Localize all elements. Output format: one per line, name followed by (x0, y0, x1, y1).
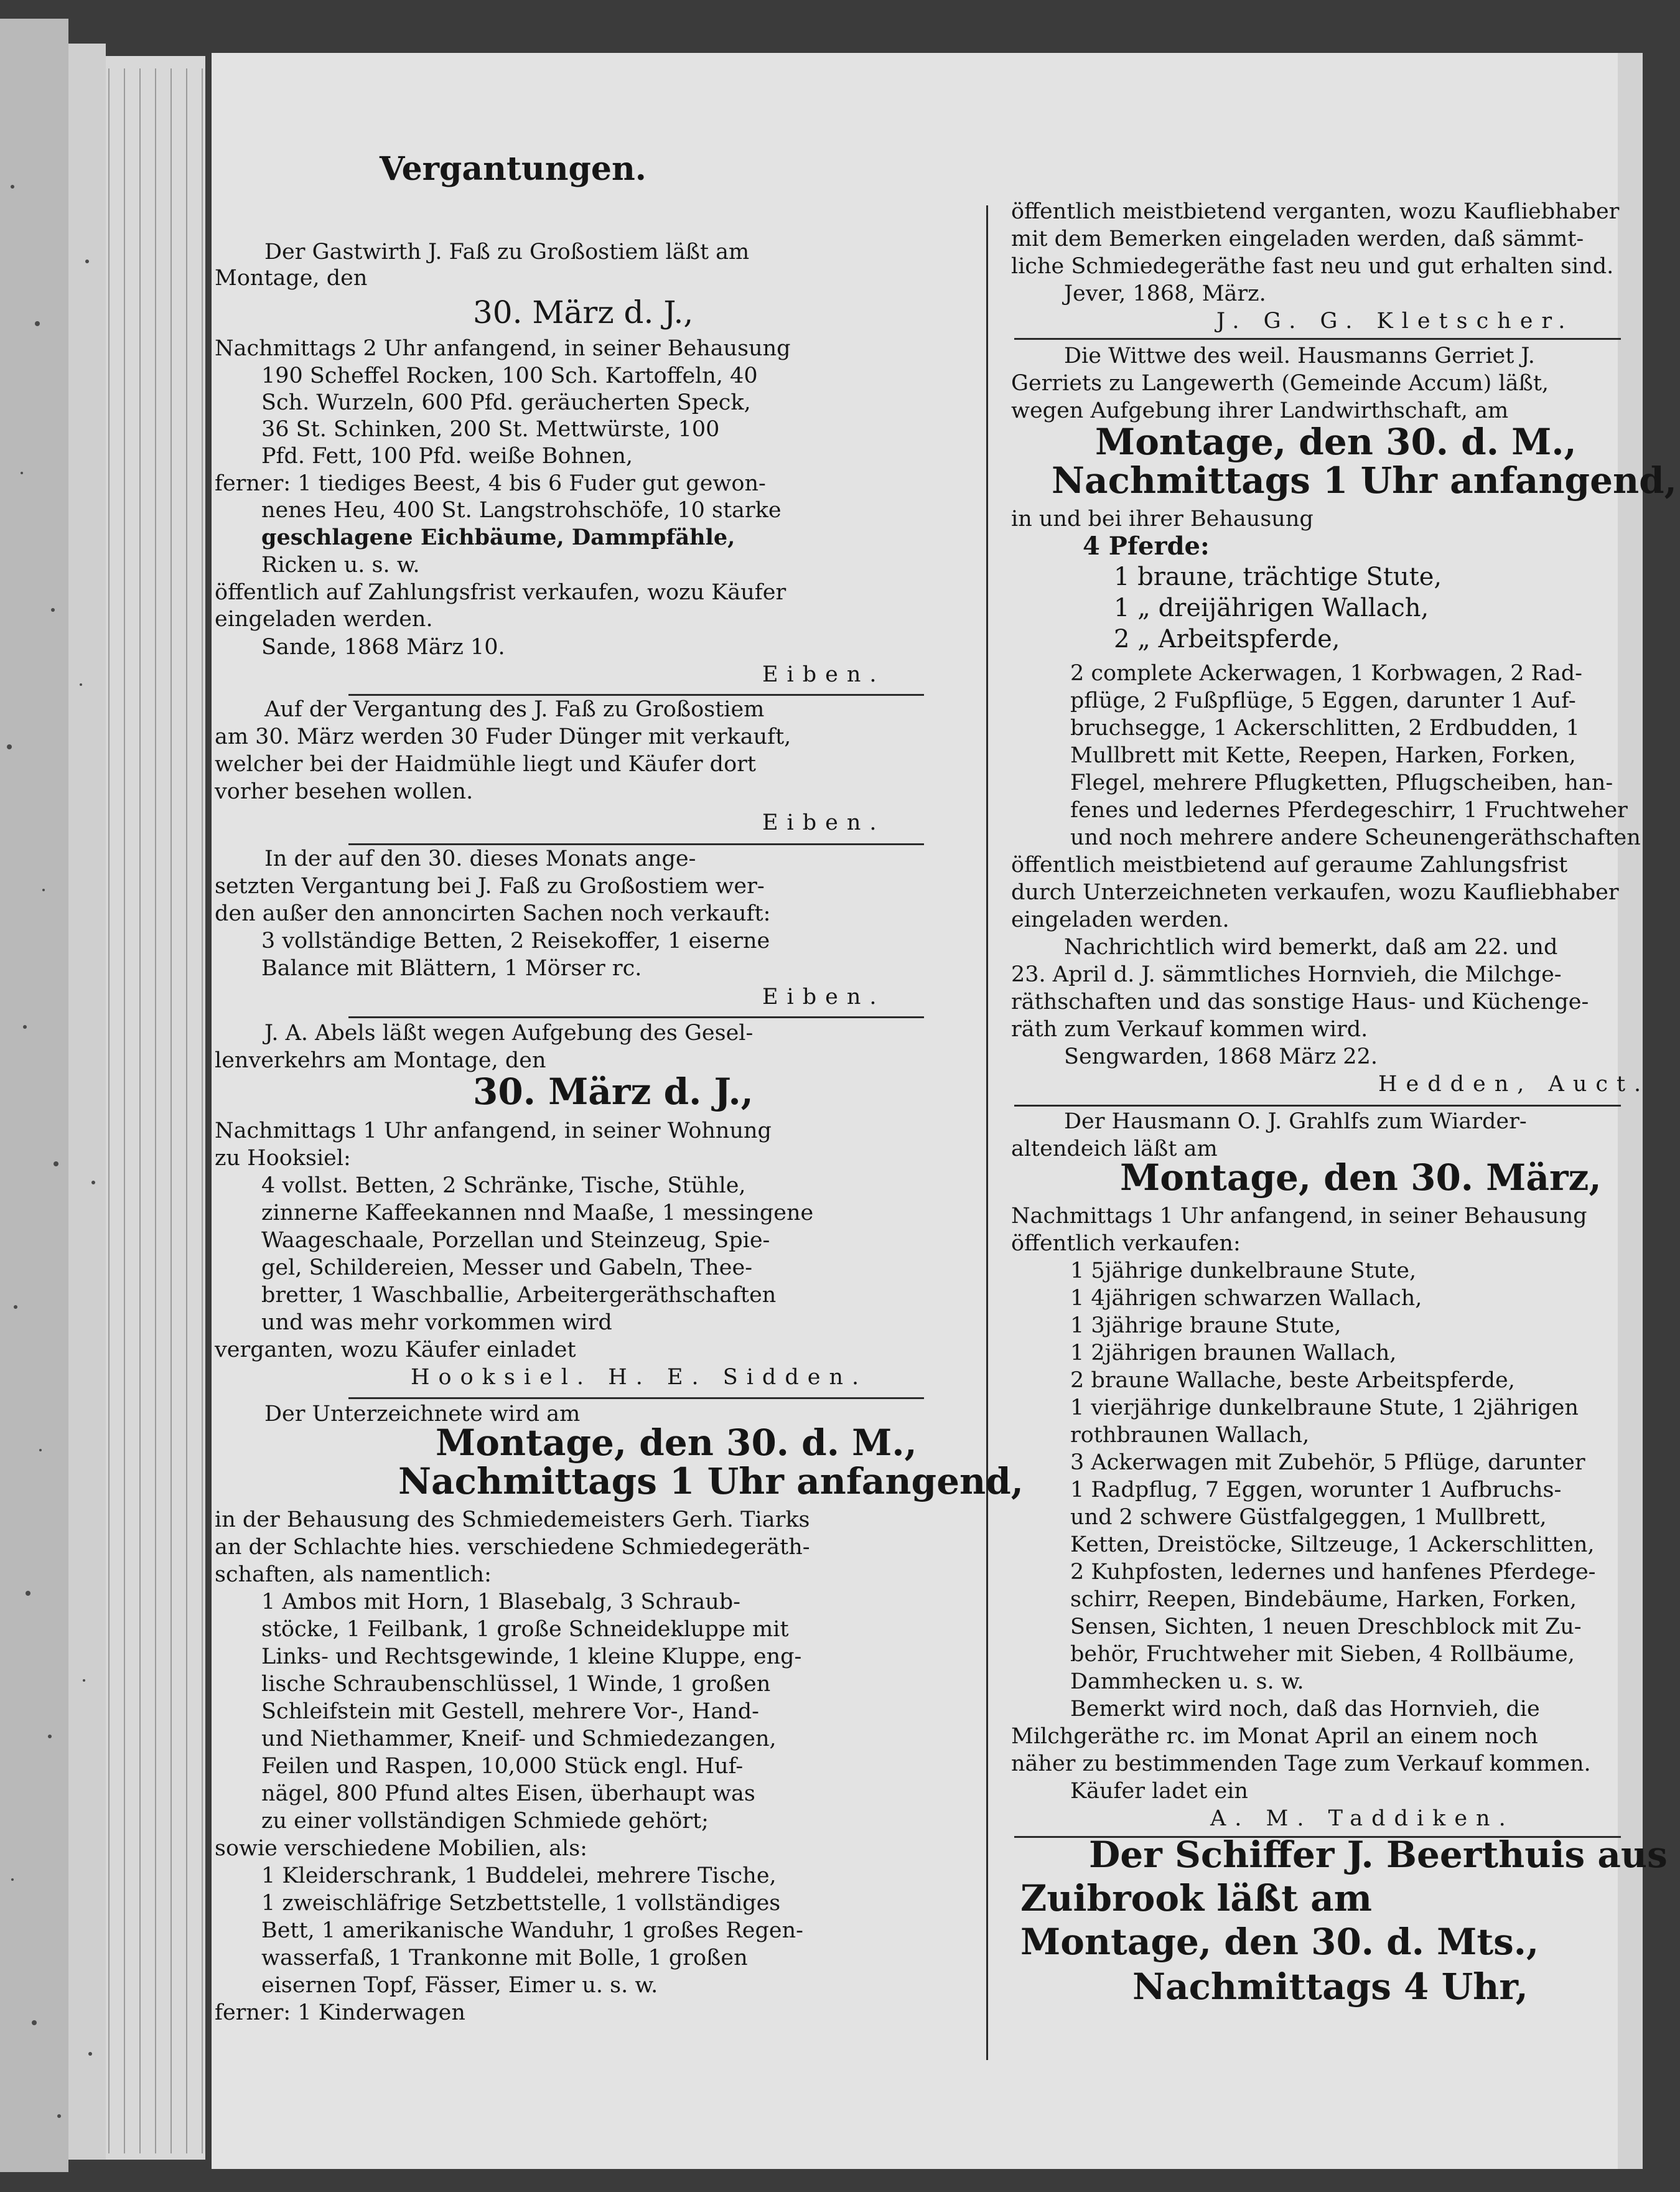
ad-text-line: 1 4jährigen schwarzen Wallach, (1070, 1286, 1422, 1311)
ad-text-line: welcher bei der Haidmühle liegt und Käufer dort (215, 752, 756, 777)
ad-text-line: nenes Heu, 400 St. Langstrohschöfe, 10 starke (261, 498, 782, 523)
ad-text-line: Eiben. (762, 810, 885, 835)
ad-text-line: 30. März d. J., (473, 294, 694, 330)
ad-text-line: vorher besehen wollen. (215, 779, 474, 804)
ad-text-line: Milchgeräthe rc. im Monat April an einem noch (1011, 1724, 1538, 1749)
ad-text-line: Links- und Rechtsgewinde, 1 kleine Kluppe, eng- (261, 1644, 802, 1669)
ad-text-line: Ricken u. s. w. (261, 553, 420, 578)
ad-text-line: setzten Vergantung bei J. Faß zu Großostiem wer- (215, 874, 765, 899)
ad-text-line: Mullbrett mit Kette, Reepen, Harken, Forken, (1070, 743, 1576, 768)
ad-separator-rule (1014, 338, 1621, 340)
ad-text-line: 23. April d. J. sämmtliches Hornvieh, die Milchge- (1011, 962, 1562, 987)
ad-text-line: Dammhecken u. s. w. (1070, 1669, 1304, 1694)
ad-text-line: Gerriets zu Langewerth (Gemeinde Accum) läßt, (1011, 371, 1549, 396)
ad-text-line: durch Unterzeichneten verkaufen, wozu Kaufliebhaber (1011, 880, 1619, 905)
ad-text-line: schaften, als namentlich: (215, 1562, 492, 1587)
ad-text-line: Sande, 1868 März 10. (261, 635, 505, 660)
ad-text-line: Balance mit Blättern, 1 Mörser rc. (261, 956, 642, 981)
ad-text-line: Die Wittwe des weil. Hausmanns Gerriet J. (1064, 344, 1535, 368)
ad-text-line: zu Hooksiel: (215, 1146, 351, 1171)
ad-text-line: bruchsegge, 1 Ackerschlitten, 2 Erdbudden, 1 (1070, 716, 1580, 741)
ad-text-line: Vergantungen. (380, 150, 646, 188)
ad-text-line: zu einer vollständigen Schmiede gehört; (261, 1809, 709, 1834)
ad-text-line: 3 Ackerwagen mit Zubehör, 5 Pflüge, darunter (1070, 1450, 1585, 1475)
ad-text-line: J. G. G. Kletscher. (1216, 309, 1574, 334)
ad-text-line: und Niethammer, Kneif- und Schmiedezangen, (261, 1726, 777, 1751)
ad-text-line: näher zu bestimmenden Tage zum Verkauf kommen. (1011, 1751, 1591, 1776)
ad-text-line: Schleifstein mit Gestell, mehrere Vor-, Hand- (261, 1699, 759, 1724)
ad-text-line: rothbraunen Wallach, (1070, 1423, 1310, 1448)
ad-text-line: Der Gastwirth J. Faß zu Großostiem läßt am (264, 240, 750, 265)
ad-text-line: Nachmittags 2 Uhr anfangend, in seiner Behausung (215, 336, 791, 361)
ad-text-line: lische Schraubenschlüssel, 1 Winde, 1 großen (261, 1672, 771, 1697)
ad-text-line: Der Hausmann O. J. Grahlfs zum Wiarder- (1064, 1109, 1527, 1134)
ad-text-line: und was mehr vorkommen wird (261, 1310, 612, 1335)
ad-text-line: zinnerne Kaffeekannen nnd Maaße, 1 messingene (261, 1201, 814, 1225)
ad-text-line: fenes und ledernes Pferdegeschirr, 1 Fruchtweher (1070, 798, 1628, 823)
ad-text-line: Waageschaale, Porzellan und Steinzeug, Spie- (261, 1228, 770, 1253)
ad-text-line: in der Behausung des Schmiedemeisters Gerh. Tiarks (215, 1507, 810, 1532)
ad-text-line: Ketten, Dreistöcke, Siltzeuge, 1 Ackerschlitten, (1070, 1532, 1595, 1557)
ad-text-line: Sengwarden, 1868 März 22. (1064, 1044, 1378, 1069)
ad-separator-rule (348, 1397, 924, 1399)
ad-text-line: verganten, wozu Käufer einladet (215, 1337, 576, 1362)
ad-text-line: und 2 schwere Güstfalgeggen, 1 Mullbrett, (1070, 1505, 1547, 1530)
ad-text-line: lenverkehrs am Montage, den (215, 1048, 546, 1073)
ad-text-line: Eiben. (762, 985, 885, 1009)
ad-text-line: gel, Schildereien, Messer und Gabeln, Thee- (261, 1255, 753, 1280)
ad-text-line: liche Schmiedegeräthe fast neu und gut erhalten sind. (1011, 254, 1614, 279)
ad-text-line: Montage, den 30. März, (1120, 1156, 1602, 1199)
ad-text-line: am 30. März werden 30 Fuder Dünger mit verkauft, (215, 724, 791, 749)
ad-text-line: altendeich läßt am (1011, 1136, 1218, 1161)
ad-text-line: 1 Radpflug, 7 Eggen, worunter 1 Aufbruchs- (1070, 1478, 1562, 1502)
ad-text-line: 1 5jährige dunkelbraune Stute, (1070, 1258, 1417, 1283)
ad-text-line: Hooksiel. H. E. Sidden. (411, 1365, 868, 1390)
ad-text-line: räthschaften und das sonstige Haus- und Küchenge- (1011, 990, 1589, 1014)
ad-text-line: Nachmittags 4 Uhr, (1132, 1965, 1528, 2008)
ad-text-line: Der Schiffer J. Beerthuis aus (1089, 1834, 1668, 1876)
ad-text-line: 30. März d. J., (473, 1070, 754, 1113)
ad-text-line: räth zum Verkauf kommen wird. (1011, 1017, 1368, 1042)
ad-text-line: 1 „ dreijährigen Wallach, (1114, 594, 1429, 622)
ad-text-line: Montage, den 30. d. Mts., (1020, 1921, 1539, 1963)
ad-text-line: nägel, 800 Pfund altes Eisen, überhaupt was (261, 1781, 755, 1806)
ad-text-line: eingeladen werden. (215, 607, 433, 632)
ad-text-line: Feilen und Raspen, 10,000 Stück engl. Huf- (261, 1754, 744, 1779)
ad-text-line: mit dem Bemerken eingeladen werden, daß sämmt- (1011, 227, 1584, 251)
ad-text-line: Montage, den (215, 266, 368, 291)
ad-text-line: Nachrichtlich wird bemerkt, daß am 22. und (1064, 935, 1558, 960)
ad-text-line: J. A. Abels läßt wegen Aufgebung des Gesel- (264, 1021, 754, 1046)
ad-text-line: 1 braune, trächtige Stute, (1114, 563, 1442, 591)
ad-text-line: wasserfaß, 1 Trankonne mit Bolle, 1 großen (261, 1946, 748, 1970)
ad-text-line: Sensen, Sichten, 1 neuen Dreschblock mit Zu- (1070, 1614, 1582, 1639)
ad-text-line: Auf der Vergantung des J. Faß zu Großostiem (264, 697, 765, 722)
ad-text-line: Flegel, mehrere Pflugketten, Pflugscheiben, han- (1070, 770, 1613, 795)
ad-text-line: Sch. Wurzeln, 600 Pfd. geräucherten Speck, (261, 390, 751, 415)
ad-text-line: öffentlich auf Zahlungsfrist verkaufen, wozu Käufer (215, 580, 786, 605)
ad-text-line: Eiben. (762, 662, 885, 687)
ad-text-line: 2 braune Wallache, beste Arbeitspferde, (1070, 1368, 1515, 1393)
ad-text-line: sowie verschiedene Mobilien, als: (215, 1836, 587, 1861)
ad-text-line: öffentlich meistbietend verganten, wozu Kaufliebhaber (1011, 199, 1620, 224)
ad-text-line: 2 „ Arbeitspferde, (1114, 625, 1340, 653)
ad-text-line: 4 Pferde: (1083, 532, 1210, 561)
ad-text-line: in und bei ihrer Behausung (1011, 507, 1314, 532)
ad-text-line: Bemerkt wird noch, daß das Hornvieh, die (1070, 1697, 1540, 1721)
ad-text-line: ferner: 1 Kinderwagen (215, 2000, 465, 2025)
ad-text-line: 1 zweischläfrige Setzbettstelle, 1 vollständiges (261, 1891, 781, 1916)
ad-text-line: 1 2jährigen braunen Wallach, (1070, 1341, 1397, 1365)
ad-text-line: Pfd. Fett, 100 Pfd. weiße Bohnen, (261, 444, 633, 469)
ad-text-line: Käufer ladet ein (1070, 1779, 1248, 1804)
ad-text-line: eisernen Topf, Fässer, Eimer u. s. w. (261, 1973, 658, 1998)
ad-text-line: eingeladen werden. (1011, 907, 1230, 932)
ad-text-line: Jever, 1868, März. (1064, 281, 1266, 306)
ad-text-line: 1 vierjährige dunkelbraune Stute, 1 2jährigen (1070, 1395, 1579, 1420)
ad-text-line: den außer den annoncirten Sachen noch verkauft: (215, 901, 771, 926)
ad-text-line: Bett, 1 amerikanische Wanduhr, 1 großes Regen- (261, 1918, 803, 1943)
ad-text-line: 190 Scheffel Rocken, 100 Sch. Kartoffeln, 40 (261, 363, 758, 388)
ad-text-line: öffentlich meistbietend auf geraume Zahlungsfrist (1011, 853, 1568, 878)
ad-text-line: behör, Fruchtweher mit Sieben, 4 Rollbäume, (1070, 1642, 1575, 1667)
ad-text-line: ferner: 1 tiediges Beest, 4 bis 6 Fuder gut gewon- (215, 471, 766, 496)
ad-text-line: geschlagene Eichbäume, Dammpfähle, (261, 525, 735, 550)
ad-separator-rule (1014, 1105, 1621, 1107)
ad-text-line: A. M. Taddiken. (1210, 1806, 1514, 1831)
ad-text-line: Der Unterzeichnete wird am (264, 1402, 581, 1426)
ad-separator-rule (348, 1016, 924, 1018)
ad-text-line: Nachmittags 1 Uhr anfangend, in seiner Behausung (1011, 1204, 1587, 1229)
ad-text-line: Zuibrook läßt am (1020, 1877, 1373, 1919)
ad-text-line: 36 St. Schinken, 200 St. Mettwürste, 100 (261, 417, 720, 442)
ad-text-line: 1 3jährige braune Stute, (1070, 1313, 1342, 1338)
ad-text-line: Hedden, Auct. (1378, 1072, 1650, 1097)
ad-text-line: stöcke, 1 Feilbank, 1 große Schneidekluppe mit (261, 1617, 789, 1642)
ad-text-line: 2 complete Ackerwagen, 1 Korbwagen, 2 Rad- (1070, 661, 1582, 686)
ad-text-line: 1 Kleiderschrank, 1 Buddelei, mehrere Tische, (261, 1863, 777, 1888)
ad-text-line: und noch mehrere andere Scheunengeräthschaften (1070, 825, 1641, 850)
ad-text-line: Nachmittags 1 Uhr anfangend, in seiner Wohnung (215, 1118, 772, 1143)
ad-text-line: schirr, Reepen, Bindebäume, Harken, Forken, (1070, 1587, 1577, 1612)
column-divider (986, 205, 988, 2060)
ad-text-line: Nachmittags 1 Uhr anfangend, (398, 1460, 1024, 1502)
ad-text-line: wegen Aufgebung ihrer Landwirthschaft, am (1011, 398, 1509, 423)
ad-text-line: an der Schlachte hies. verschiedene Schmiedegeräth- (215, 1535, 810, 1560)
ad-text-line: Montage, den 30. d. M., (1095, 421, 1577, 463)
ad-text-line: öffentlich verkaufen: (1011, 1231, 1241, 1256)
ad-text-line: 2 Kuhpfosten, ledernes und hanfenes Pferdege- (1070, 1560, 1596, 1585)
ad-text-line: 3 vollständige Betten, 2 Reisekoffer, 1 eiserne (261, 929, 770, 953)
ad-text-line: Montage, den 30. d. M., (436, 1422, 917, 1464)
ad-text-line: Nachmittags 1 Uhr anfangend, (1052, 459, 1677, 502)
ad-text-line: pflüge, 2 Fußpflüge, 5 Eggen, darunter 1 Auf- (1070, 688, 1576, 713)
ad-text-line: 4 vollst. Betten, 2 Schränke, Tische, Stühle, (261, 1173, 746, 1198)
ad-text-line: bretter, 1 Waschballie, Arbeitergeräthschaften (261, 1283, 777, 1308)
ad-text-line: 1 Ambos mit Horn, 1 Blasebalg, 3 Schraub- (261, 1590, 740, 1614)
ad-text-line: In der auf den 30. dieses Monats ange- (264, 846, 696, 871)
